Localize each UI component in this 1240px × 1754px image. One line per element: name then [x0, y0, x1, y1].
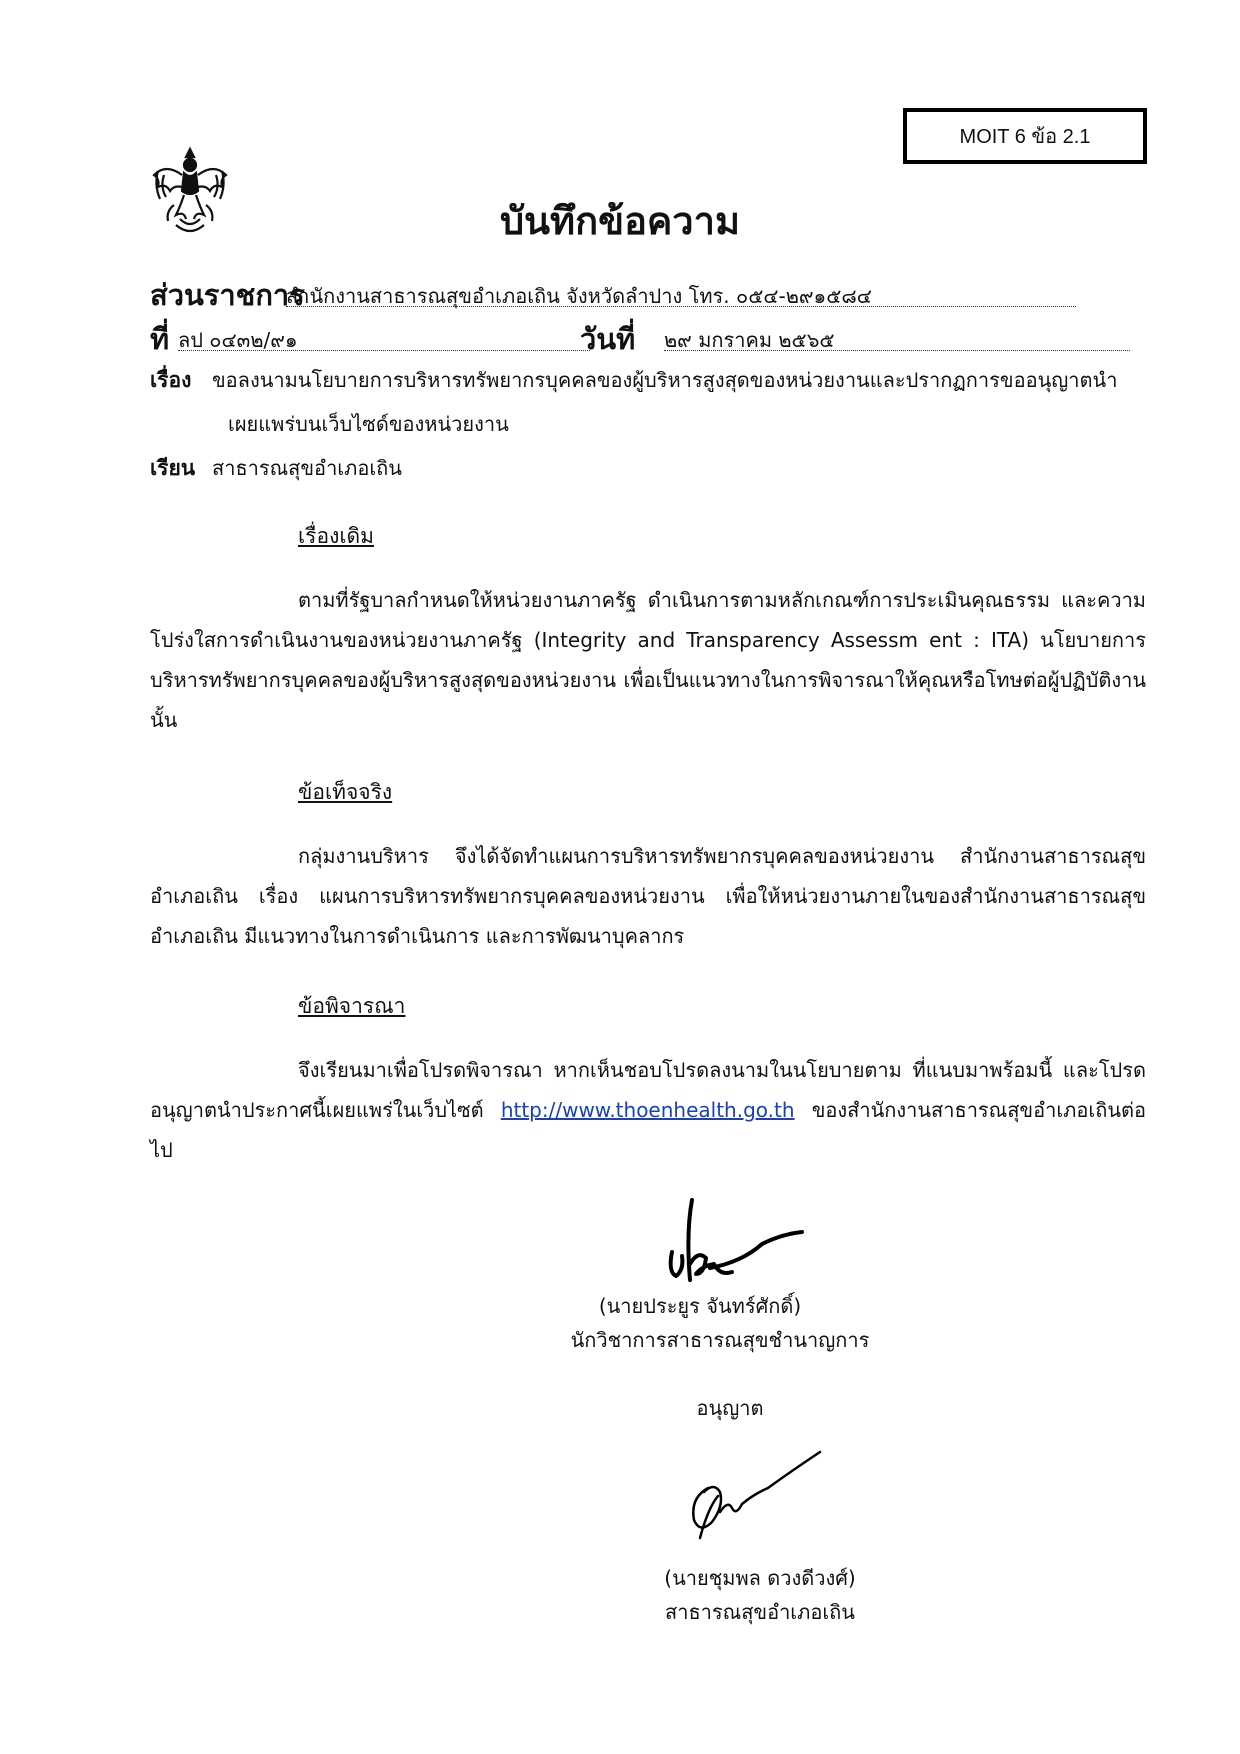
form-code: MOIT 6 ข้อ 2.1 [959, 126, 1091, 148]
facts-text: กลุ่มงานบริหาร จึงได้จัดทำแผนการบริหารทรัพยากรบุคคลของหน่วยงาน สำนักงานสาธารณสุขอำเภอเถิน เรื่อง แผนการบริหารทรัพยากรบุคคลของหน่วยงาน เพื่อให้หน่วยงานภายในของสำนักงานสาธารณสุขอำเภอเถิน มีแนวทางในการดำเนินการ และการพัฒนาบุคลากร [150, 844, 1146, 948]
date-value: ๒๙ มกราคม ๒๕๖๕ [664, 324, 1130, 351]
facts-heading: ข้อเท็จจริง [298, 780, 393, 804]
signature-1-image [662, 1192, 812, 1292]
signature-2-position: สาธารณสุขอำเภอเถิน [665, 1600, 855, 1624]
ref-label: ที่ [150, 322, 170, 356]
consider-text-before: จึงเรียนมาเพื่อโปรดพิจารณา หากเห็นชอบโปรดลงนามในนโยบายตาม ที่แนบมาพร้อมนี้ และโปรดอนุญาตนำประกาศนี้เผยแพร่ในเว็บไซต์ [150, 1058, 1146, 1122]
agency-value: สำนักงานสาธารณสุขอำเภอเถิน จังหวัดลำปาง โทร. ๐๕๔-๒๙๑๕๘๔ [286, 280, 1076, 307]
consider-text-after: ของสำนักงานสาธารณสุขอำเภอเถินต่อไป [150, 1098, 1146, 1162]
signature-2-name: (นายชุมพล ดวงดีวงศ์) [664, 1566, 856, 1590]
subject-line-1: ขอลงนามนโยบายการบริหารทรัพยากรบุคคลของผู้บริหารสูงสุดของหน่วยงานและปรากฏการขออนุญาตนำ [212, 368, 1118, 392]
approval-label: อนุญาต [696, 1396, 764, 1420]
subject-line-2: เผยแพร่บนเว็บไซด์ของหน่วยงาน [228, 412, 509, 436]
background-text: ตามที่รัฐบาลกำหนดให้หน่วยงานภาครัฐ ดำเนินการตามหลักเกณฑ์การประเมินคุณธรรม และความโปร่งใสการดำเนินงานของหน่วยงานภาครัฐ (Integrity and Transparency Assessm ent : ITA) นโยบายการบริหารทรัพยากรบุคคลของผู้บริหารสูงสุดของหน่วยงาน เพื่อเป็นแนวทางในการพิจารณาให้คุณหรือโทษต่อผู้ปฏิบัติงาน นั้น [150, 588, 1146, 732]
subject-row [150, 364, 1146, 436]
form-code-box [903, 108, 1147, 164]
website-link[interactable]: http://www.thoenhealth.go.th [500, 1098, 795, 1122]
signature-1-name: (นายประยูร จันทร์ศักดิ์) [598, 1294, 802, 1318]
signature-1-position: นักวิชาการสาธารณสุขชำนาญการ [570, 1328, 870, 1352]
background-paragraph [150, 580, 1146, 740]
consider-paragraph [150, 1050, 1146, 1170]
consider-heading: ข้อพิจารณา [298, 994, 406, 1018]
to-value: สาธารณสุขอำเภอเถิน [212, 456, 402, 480]
background-heading: เรื่องเดิม [298, 524, 374, 548]
to-label: เรียน [150, 456, 196, 480]
agency-label: ส่วนราชการ [150, 278, 305, 312]
to-row [150, 452, 402, 485]
ref-value: ลป ๐๔๓๒/๙๑ [178, 324, 590, 351]
date-label: วันที่ [580, 322, 636, 356]
signature-2-image [680, 1448, 830, 1548]
agency-row [150, 272, 1080, 312]
ref-date-row [150, 316, 1130, 356]
subject-label: เรื่อง [150, 368, 192, 392]
facts-paragraph [150, 836, 1146, 956]
document-title: บันทึกข้อความ [499, 199, 741, 243]
